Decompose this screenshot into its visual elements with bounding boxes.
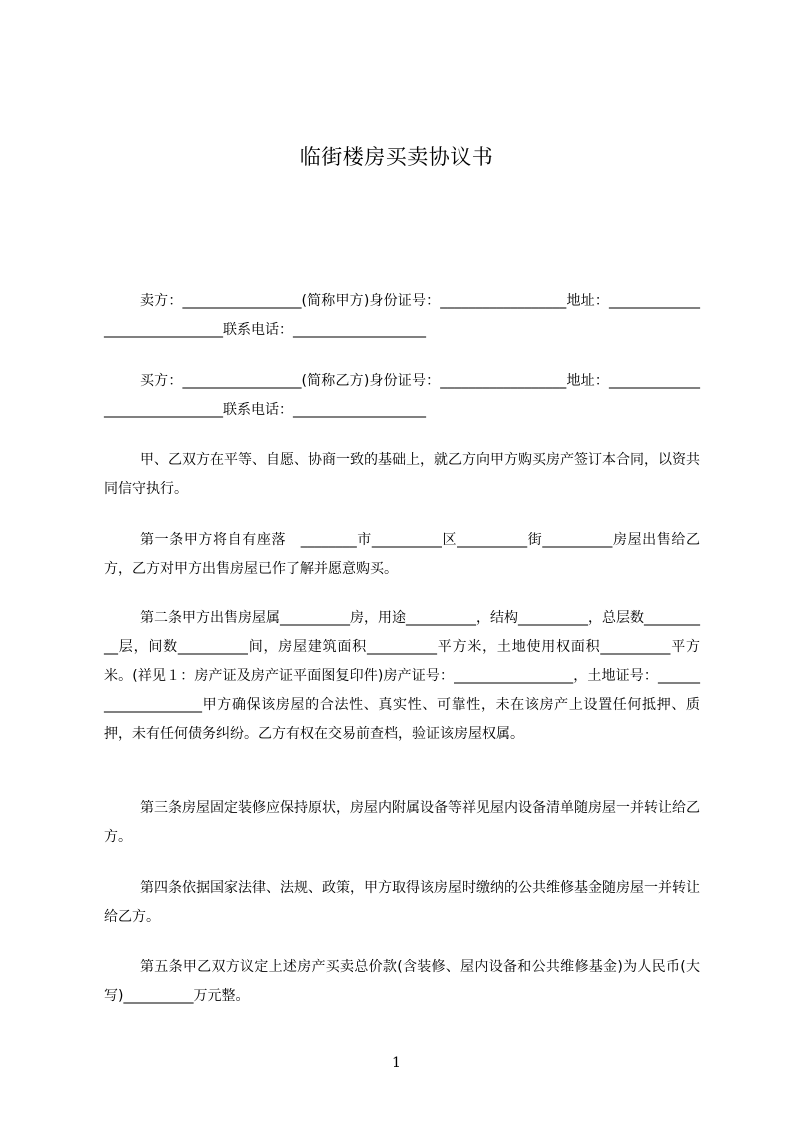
buyer-paragraph: 买方：_________________(简称乙方)身份证号：__________________地址：______________________________联系电话：___________________ — [104, 373, 700, 418]
article-2-paragraph: 第二条甲方出售房屋属__________房，用途__________，结构__________，总层数__________层，间数__________间，房屋建筑面积__________平方米，土地使用权面积__________平方米。(祥见１：房产证及房产证平面图复印件)房产证号：_________________，土地证号：____________________甲方确保该房屋的合法性、真实性、可靠性，未在该房产上设置任何抵押、质押，未有任何债务纠纷。乙方有权在交易前查档，验证该房屋权属。 — [104, 610, 700, 742]
page-number: 1 — [392, 1055, 401, 1071]
document-title: 临街楼房买卖协议书 — [299, 145, 494, 169]
article-3-paragraph: 第三条房屋固定装修应保持原状，房屋内附属设备等祥见屋内设备清单随房屋一并转让给乙方。 — [104, 800, 700, 845]
article-4-paragraph: 第四条依据国家法律、法规、政策，甲方取得该房屋时缴纳的公共维修基金随房屋一并转让给乙方。 — [104, 880, 700, 925]
article-1-paragraph: 第一条甲方将自有座落 ________市__________区__________街__________房屋出售给乙方，乙方对甲方出售房屋已作了解并愿意购买。 — [104, 532, 700, 577]
article-5-paragraph: 第五条甲乙双方议定上述房产买卖总价款(含装修、屋内设备和公共维修基金)为人民币(大写)__________万元整。 — [104, 959, 700, 1004]
seller-paragraph: 卖方：_________________(简称甲方)身份证号：__________________地址：______________________________联系电话：___________________ — [104, 293, 700, 338]
preamble-paragraph: 甲、乙双方在平等、自愿、协商一致的基础上，就乙方向甲方购买房产签订本合同，以资共同信守执行。 — [104, 452, 700, 497]
